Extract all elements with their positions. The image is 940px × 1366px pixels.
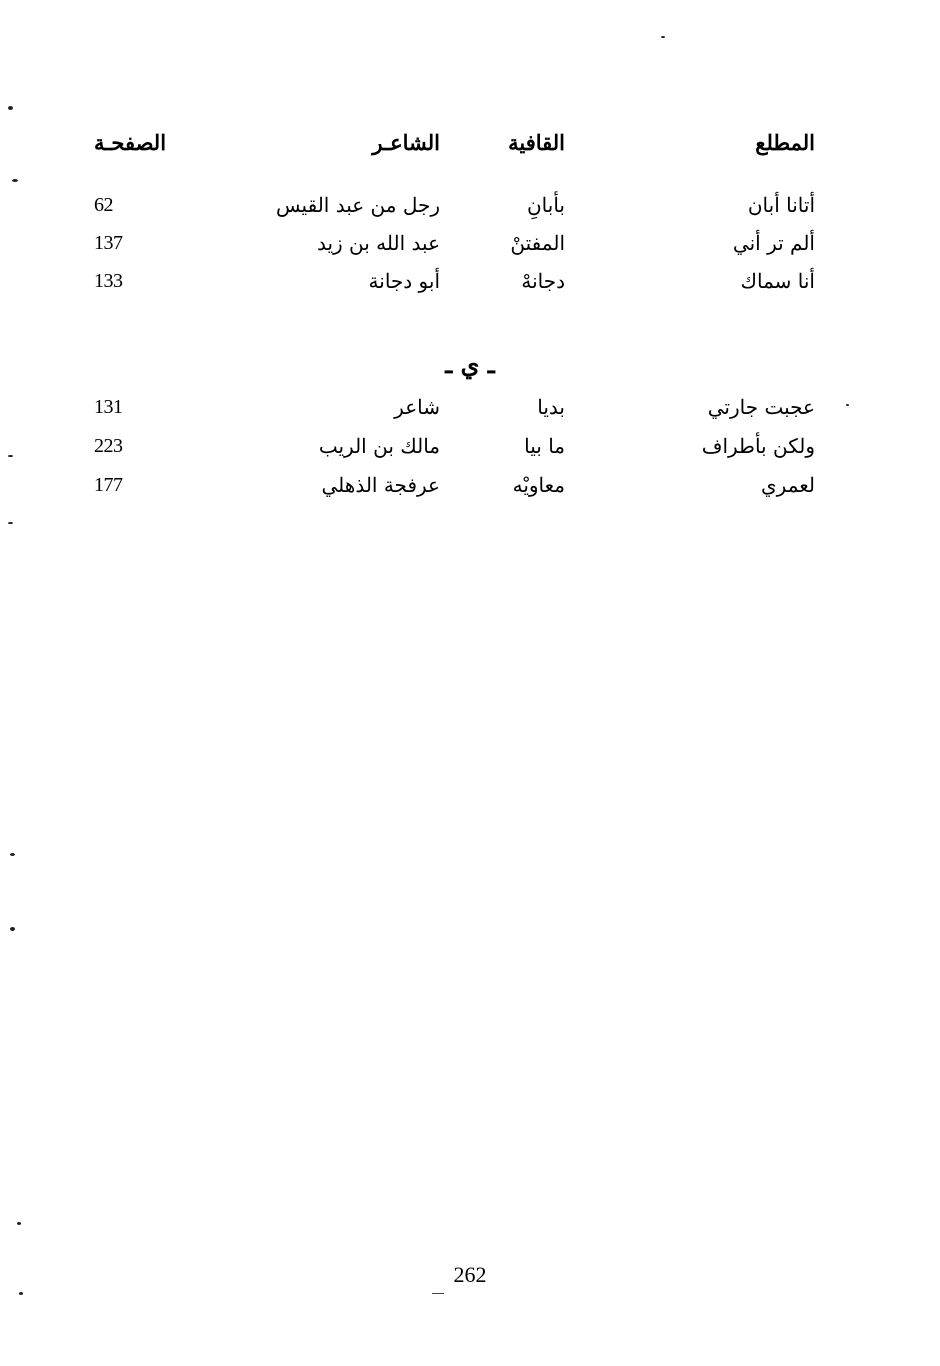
row-matla: ألم تر أني [732,231,815,255]
row-qafia: بأبانِ [526,193,565,217]
table-row [0,397,940,427]
table-row [0,475,940,505]
table-row [0,436,940,466]
header-shaer: الشاعـر [372,130,440,155]
row-matla: أتانا أبان [747,193,815,217]
table-row [0,195,940,225]
scan-speck [8,455,13,457]
row-page: 131 [94,396,123,418]
row-page: 223 [94,435,123,457]
row-page: 62 [94,194,113,216]
row-page: 137 [94,232,123,254]
scan-speck [19,1292,23,1295]
row-shaer: عبد الله بن زيد [316,231,440,255]
row-qafia: بديا [537,395,565,419]
header-page: الصفحـة [94,130,167,155]
table-row [0,233,940,263]
scan-speck [661,36,665,38]
section-letter-heading: ـ ي ـ [445,350,495,379]
row-qafia: دجانهْ [521,269,565,293]
row-qafia: معاويْه [512,473,565,497]
row-shaer: شاعر [394,395,440,419]
header-qafia: القافية [508,130,565,155]
row-shaer: أبو دجانة [368,269,440,293]
row-matla: لعمري [761,473,815,497]
row-shaer: رجل من عبد القيس [276,193,440,217]
row-page: 177 [94,474,123,496]
scan-speck [10,927,15,931]
scan-speck [846,404,849,406]
table-header-row [0,130,940,160]
row-page: 133 [94,270,123,292]
row-shaer: عرفجة الذهلي [321,473,440,497]
scan-speck [12,179,18,182]
page-number: 262 [453,1262,487,1287]
row-qafia: المفتنْ [510,231,565,255]
scan-speck [10,853,15,856]
scan-speck [8,522,13,524]
scan-speck [8,106,13,110]
row-shaer: مالك بن الريب [318,434,440,458]
row-qafia: ما بيا [524,434,565,458]
row-matla: ولكن بأطراف [701,434,815,458]
table-row [0,271,940,301]
row-matla: عجبت جارتي [707,395,815,419]
header-matla: المطلع [755,130,815,155]
scan-speck [17,1222,21,1225]
row-matla: أنا سماك [740,269,815,293]
page-number-underline [432,1293,444,1294]
